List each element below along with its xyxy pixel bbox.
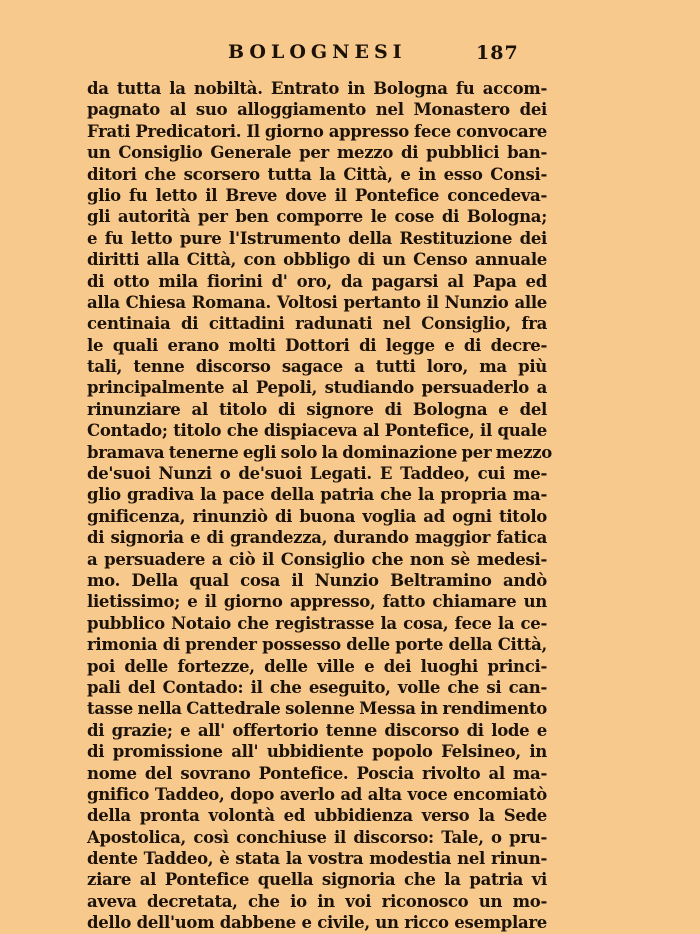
text-line: Frati Predicatori. Il giorno appresso fece convocare xyxy=(87,121,547,141)
body-text xyxy=(87,78,552,934)
text-line: e fu letto pure l'Istrumento della Restituzione dei xyxy=(87,228,547,248)
running-title: BOLOGNESI xyxy=(228,41,407,63)
text-line: pubblico Notaio che registrasse la cosa, fece la ce- xyxy=(87,613,547,633)
text-line: alla Chiesa Romana. Voltosi pertanto il Nunzio alle xyxy=(87,292,547,312)
text-line: gnificenza, rinunziò di buona voglia ad ogni titolo xyxy=(87,506,547,526)
text-line: dello dell'uom dabbene e civile, un ricco esemplare xyxy=(87,913,547,933)
text-line: gnifico Taddeo, dopo averlo ad alta voce encomiatò xyxy=(87,784,547,804)
text-line: centinaia di cittadini radunati nel Consiglio, fra xyxy=(87,314,547,334)
text-line: le quali erano molti Dottori di legge e di decre- xyxy=(87,335,547,355)
text-line: di promissione all' ubbidiente popolo Felsineo, in xyxy=(87,742,547,762)
text-line: glio gradiva la pace della patria che la propria ma- xyxy=(87,485,547,505)
page-number: 187 xyxy=(476,42,519,64)
text-line: glio fu letto il Breve dove il Pontefice concedeva- xyxy=(87,185,547,205)
text-line: bramava tenerne egli solo la dominazione per mezzo xyxy=(87,442,552,462)
text-line: ditori che scorsero tutta la Città, e in esso Consi- xyxy=(87,164,547,184)
text-line: nome del sovrano Pontefice. Poscia rivolto al ma- xyxy=(87,763,547,783)
text-line: della pronta volontà ed ubbidienza verso la Sede xyxy=(87,806,547,826)
text-line: gli autorità per ben comporre le cose di Bologna; xyxy=(87,207,547,227)
text-line: poi delle fortezze, delle ville e dei luoghi princi- xyxy=(87,656,547,676)
text-line: diritti alla Città, con obbligo di un Censo annuale xyxy=(87,250,547,270)
text-line: pali del Contado: il che eseguito, volle che si can- xyxy=(87,677,547,697)
text-line: de'suoi Nunzi o de'suoi Legati. E Taddeo, cui me- xyxy=(87,464,547,484)
text-line: dente Taddeo, è stata la vostra modestia nel rinun- xyxy=(87,849,547,869)
text-line: tasse nella Cattedrale solenne Messa in rendimento xyxy=(87,699,547,719)
text-line: rimonia di prender possesso delle porte della Città, xyxy=(87,635,547,655)
text-line: pagnato al suo alloggiamento nel Monastero dei xyxy=(87,100,547,120)
text-line: di signoria e di grandezza, durando maggior fatica xyxy=(87,528,547,548)
running-head xyxy=(0,40,700,68)
text-line: mo. Della qual cosa il Nunzio Beltramino andò xyxy=(87,570,547,590)
text-line: ziare al Pontefice quella signoria che la patria vi xyxy=(87,870,547,890)
text-line: Apostolica, così conchiuse il discorso: Tale, o pru- xyxy=(87,827,547,847)
text-line: a persuadere a ciò il Consiglio che non sè medesi- xyxy=(87,549,547,569)
text-line: principalmente al Pepoli, studiando persuaderlo a xyxy=(87,378,547,398)
text-line: Contado; titolo che dispiaceva al Pontefice, il quale xyxy=(87,421,547,441)
text-line: aveva decretata, che io in voi riconosco un mo- xyxy=(87,891,547,911)
text-line: rinunziare al titolo di signore di Bologna e del xyxy=(87,399,547,419)
text-line: lietissimo; e il giorno appresso, fatto chiamare un xyxy=(87,592,547,612)
text-line: un Consiglio Generale per mezzo di pubblici ban- xyxy=(87,143,547,163)
text-line: da tutta la nobiltà. Entrato in Bologna fu accom- xyxy=(87,79,547,98)
text-line: di grazie; e all' offertorio tenne discorso di lode e xyxy=(87,720,547,740)
text-line: tali, tenne discorso sagace a tutti loro, ma più xyxy=(87,357,547,377)
text-line: di otto mila fiorini d' oro, da pagarsi al Papa ed xyxy=(87,271,547,291)
